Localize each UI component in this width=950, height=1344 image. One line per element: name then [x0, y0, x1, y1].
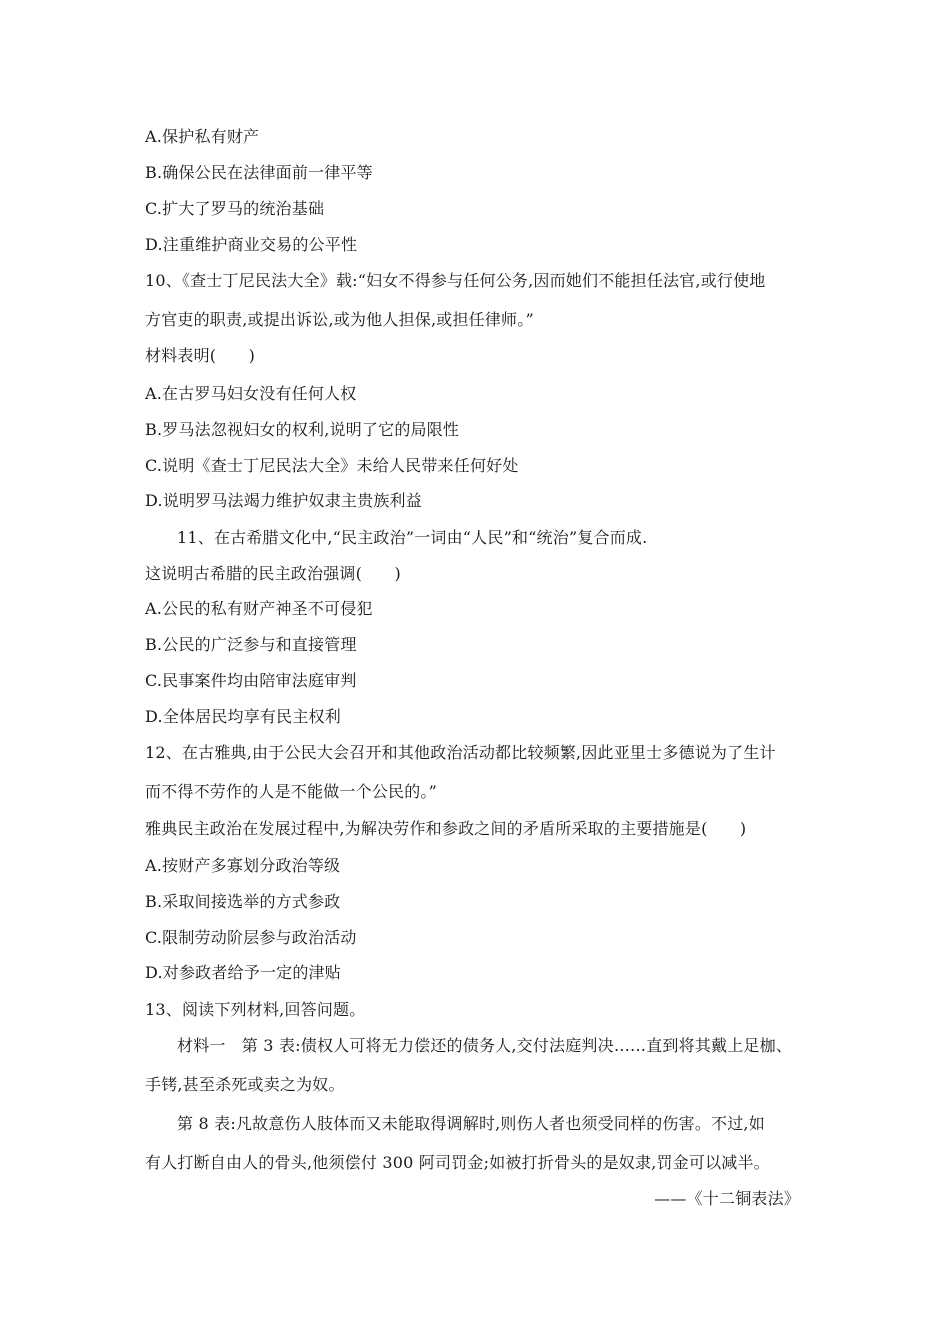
- q10-option-d: D.说明罗马法竭力维护奴隶主贵族利益: [145, 491, 422, 510]
- q9-option-c: C.扩大了罗马的统治基础: [145, 199, 325, 218]
- q13-material-1-line-1: 材料一 第 3 表:债权人可将无力偿还的债务人,交付法庭判决……直到将其戴上足枷、: [177, 1036, 793, 1055]
- q11-stem-line-1: 11、在古希腊文化中,“民主政治”一词由“人民”和“统治”复合而成.: [177, 528, 648, 547]
- q10-option-a: A.在古罗马妇女没有任何人权: [145, 384, 357, 403]
- q13-material-1-line-2: 手铐,甚至杀死或卖之为奴。: [145, 1075, 345, 1094]
- q13-material-2-line-1: 第 8 表:凡故意伤人肢体而又未能取得调解时,则伤人者也须受同样的伤害。不过,如: [177, 1114, 765, 1133]
- q12-option-a: A.按财产多寡划分政治等级: [145, 856, 341, 875]
- q9-option-b: B.确保公民在法律面前一律平等: [145, 163, 373, 182]
- q11-option-a: A.公民的私有财产神圣不可侵犯: [145, 599, 373, 618]
- q9-option-d: D.注重维护商业交易的公平性: [145, 235, 358, 254]
- q13-material-2-line-2: 有人打断自由人的骨头,他须偿付 300 阿司罚金;如被打折骨头的是奴隶,罚金可以减半。: [145, 1153, 770, 1172]
- q11-option-c: C.民事案件均由陪审法庭审判: [145, 671, 357, 690]
- q12-stem-line-1: 12、在古雅典,由于公民大会召开和其他政治活动都比较频繁,因此亚里士多德说为了生计: [145, 743, 776, 762]
- q11-stem-line-2: 这说明古希腊的民主政治强调( ): [145, 564, 401, 583]
- q9-option-a: A.保护私有财产: [145, 127, 260, 146]
- q12-option-b: B.采取间接选举的方式参政: [145, 892, 341, 911]
- q12-prompt: 雅典民主政治在发展过程中,为解决劳作和参政之间的矛盾所采取的主要措施是( ): [145, 819, 747, 838]
- q10-stem-line-1: 10、《查士丁尼民法大全》载:“妇女不得参与任何公务,因而她们不能担任法官,或行使地: [145, 271, 766, 290]
- q13-stem: 13、阅读下列材料,回答问题。: [145, 1000, 366, 1019]
- q10-option-c: C.说明《查士丁尼民法大全》未给人民带来任何好处: [145, 456, 519, 475]
- q13-source-citation: ——《十二铜表法》: [654, 1189, 800, 1208]
- q12-option-c: C.限制劳动阶层参与政治活动: [145, 928, 357, 947]
- q12-stem-line-2: 而不得不劳作的人是不能做一个公民的。”: [145, 782, 437, 801]
- q11-option-b: B.公民的广泛参与和直接管理: [145, 635, 357, 654]
- q12-option-d: D.对参政者给予一定的津贴: [145, 963, 341, 982]
- q10-prompt: 材料表明( ): [145, 346, 256, 365]
- q10-stem-line-2: 方官吏的职责,或提出诉讼,或为他人担保,或担任律师。”: [145, 310, 534, 329]
- q11-option-d: D.全体居民均享有民主权利: [145, 707, 341, 726]
- q10-option-b: B.罗马法忽视妇女的权利,说明了它的局限性: [145, 420, 460, 439]
